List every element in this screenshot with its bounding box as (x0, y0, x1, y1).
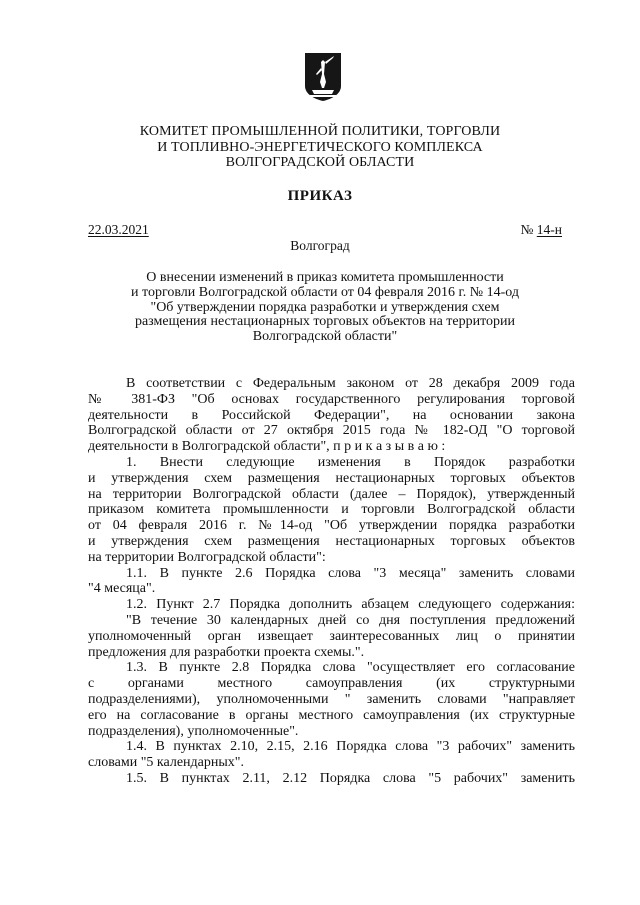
subject-line: О внесении изменений в приказ комитета промышленности (146, 270, 504, 285)
body-line: 1.4. В пунктах 2.10, 2.15, 2.16 Порядка слова "3 рабочих" заменить (126, 739, 575, 755)
body-line: на территории Волгоградской области (далее – Порядок), утвержденный (88, 486, 575, 502)
order-date: 22.03.2021 (88, 222, 149, 237)
body-line: словами "5 календарных". (88, 755, 244, 771)
body-line: с органами местного самоуправления (их структурными (88, 676, 575, 692)
order-number-value: 14-н (536, 222, 562, 237)
subject-line: размещения нестационарных торговых объектов на территории (134, 314, 516, 330)
body-line: 1.2. Пункт 2.7 Порядка дополнить абзацем следующего содержания: (126, 597, 575, 613)
body-line: приказом комитета промышленности и торговли Волгоградской области (88, 502, 575, 518)
subject-line: "Об утверждении порядка разработки и утверждения схем (150, 299, 500, 315)
order-city: Волгоград (290, 238, 350, 253)
committee-name (100, 124, 540, 171)
body-line: 1.1. В пункте 2.6 Порядка слова "3 месяца" заменить словами (126, 565, 575, 581)
body-line: подразделениями), уполномоченными " заменить словами "направляет (88, 691, 575, 707)
document-type-title: ПРИКАЗ (287, 188, 353, 204)
body-line: деятельности в Волгоградской области", п р и к а з ы в а ю : (88, 439, 446, 455)
order-number (521, 222, 563, 238)
coat-of-arms-icon (304, 52, 342, 102)
body-line: 1.3. В пункте 2.8 Порядка слова "осуществляет его согласование (126, 660, 575, 676)
committee-name-line: КОМИТЕТ ПРОМЫШЛЕННОЙ ПОЛИТИКИ, ТОРГОВЛИ (139, 124, 501, 139)
body-line: 1.5. В пунктах 2.11, 2.12 Порядка слова "5 рабочих" заменить (126, 770, 575, 786)
body-line: Волгоградской области от 27 октября 2015 года № 182-ОД "О торговой (88, 423, 575, 439)
body-line: № 381-ФЗ "Об основах государственного регулирования торговой (88, 391, 575, 407)
body-line: предложения для разработки проекта схемы.". (88, 644, 365, 660)
body-line: на территории Волгоградской области": (88, 549, 326, 565)
body-line: В соответствии с Федеральным законом от 28 декабря 2009 года (126, 376, 575, 391)
body-line: и утверждения схем размещения нестационарных торговых объектов (88, 533, 575, 549)
subject-line: и торговли Волгоградской области от 04 февраля 2016 г. № 14-од (131, 284, 519, 300)
body-line: его на согласование в органы местного самоуправления (их структурные (88, 707, 575, 723)
order-number-prefix: № (520, 222, 534, 237)
body-line: от 04 февраля 2016 г. №14-од "Об утверждении порядка разработки (88, 518, 575, 534)
body-line: "4 месяца". (88, 581, 156, 597)
body-line: уполномоченный орган извещает заинтересованных лиц о принятии (88, 628, 575, 644)
body-line: подразделения), уполномоченные". (88, 723, 299, 739)
body-line: "В течение 30 календарных дней со дня поступления предложений (126, 612, 575, 628)
body-line: 1. Внести следующие изменения в Порядок разработки (126, 454, 575, 470)
committee-name-line: И ТОПЛИВНО-ЭНЕРГЕТИЧЕСКОГО КОМПЛЕКСА (157, 139, 483, 155)
order-subject (90, 271, 560, 345)
order-body-text (88, 376, 575, 787)
body-line: и утверждения схем размещения нестационарных торговых объектов (88, 470, 575, 486)
body-line: деятельности в Российской Федерации", на основании закона (88, 407, 575, 423)
committee-name-line: ВОЛГОГРАДСКОЙ ОБЛАСТИ (225, 155, 415, 170)
subject-line: Волгоградской области" (252, 329, 398, 345)
